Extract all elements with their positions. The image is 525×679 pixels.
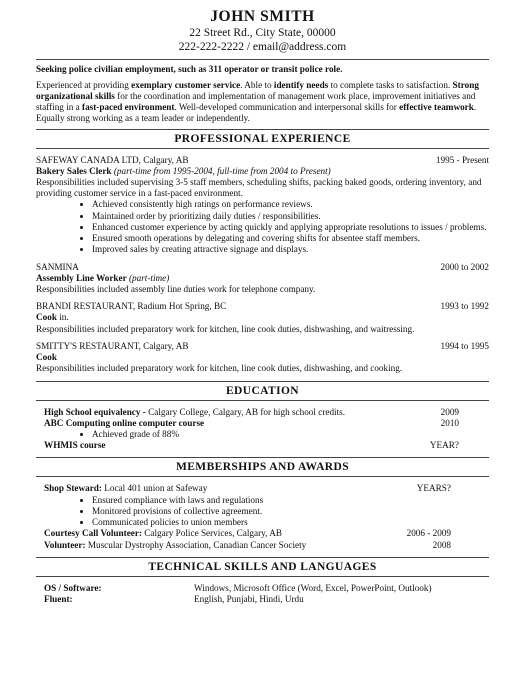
job-note: (part-time from 1995-2004, full-time from 2004 to Present) (113, 165, 331, 176)
education-course: WHMIS course (44, 440, 106, 451)
education-course: ABC Computing online computer course (44, 417, 205, 428)
membership-detail: Muscular Dystrophy Association, Canadian Cancer Society (85, 539, 307, 550)
education-list (36, 407, 489, 452)
summary-text: . Equally strong working as a team leader or independently. (36, 102, 477, 124)
skills-value: English, Punjabi, Hindi, Urdu (194, 594, 304, 604)
job-title-suffix: in. (56, 312, 69, 323)
skills-label: Fluent: (44, 594, 73, 604)
job-title: Assembly Line Worker (36, 272, 127, 283)
job-title: Cook (36, 312, 57, 323)
job-dates: 2000 to 2002 (440, 261, 489, 272)
summary-text: Experienced at providing (36, 79, 132, 90)
section-heading-experience: PROFESSIONAL EXPERIENCE (36, 129, 489, 149)
skills-value: Windows, Microsoft Office (Word, Excel, PowerPoint, Outlook) (194, 582, 432, 593)
job-sanmina (36, 262, 489, 296)
summary-paragraph (36, 80, 489, 125)
list-item: • Enhanced customer experience by acting quickly and applying appropriate resolutions to issues / problems. (92, 222, 489, 233)
section-heading-skills: TECHNICAL SKILLS AND LANGUAGES (36, 557, 489, 577)
phone-email-line: 222-222-2222 / email@address.com (178, 40, 347, 53)
job-employer: SANMINA (36, 261, 79, 272)
summary-highlight: fast-paced environment (82, 102, 175, 113)
summary-highlight: exemplary customer service (131, 79, 241, 90)
job-employer: BRANDI RESTAURANT, Radium Hot Spring, BC (36, 301, 227, 312)
candidate-name: JOHN SMITH (210, 8, 315, 25)
list-item: • Monitored provisions of collective agreement. (92, 506, 489, 517)
summary-text: for the coordination and implementation of management work place, improvement initiatives and staffing in a (36, 90, 476, 113)
resume-header (36, 8, 489, 55)
list-item: • Achieved grade of 88% (92, 429, 489, 440)
section-heading-memberships: MEMBERSHIPS AND AWARDS (36, 457, 489, 477)
job-dates: 1994 to 1995 (440, 340, 489, 351)
membership-role: Volunteer: (44, 539, 86, 550)
job-brandi (36, 301, 489, 335)
education-year: 2010 (440, 417, 459, 428)
education-achievements (36, 429, 489, 440)
membership-duties (36, 495, 489, 529)
job-employer: SMITTY'S RESTAURANT, Calgary, AB (36, 340, 189, 351)
job-description: Responsibilities included preparatory work for kitchen, line cook duties, dishwashing, and cooking. (36, 363, 403, 374)
list-item: • Improved sales by creating attractive signage and displays. (92, 244, 489, 255)
objective-statement: Seeking police civilian employment, such as 311 operator or transit police role. (36, 63, 343, 74)
education-degree: High School equivalency - (44, 406, 146, 417)
job-achievements (36, 199, 489, 255)
job-dates: 1995 - Present (435, 154, 489, 165)
membership-year: 2006 - 2009 (406, 528, 451, 539)
skills-label: OS / Software: (44, 582, 102, 593)
list-item: • Achieved consistently high ratings on performance reviews. (92, 199, 489, 210)
membership-role: Courtesy Call Volunteer: (44, 528, 142, 539)
job-description: Responsibilities included supervising 3-5 staff members, scheduling shifts, packing baked goods, ordering inventory, and providing customer service in a fast-paced environment. (36, 177, 482, 199)
job-smitty (36, 341, 489, 375)
summary-highlight: identify needs (273, 79, 329, 90)
membership-year: 2008 (432, 539, 451, 550)
membership-detail: Calgary Police Services, Calgary, AB (142, 528, 282, 539)
job-employer: SAFEWAY CANADA LTD, Calgary, AB (36, 154, 189, 165)
summary-highlight: Strong organizational skills (36, 79, 479, 101)
job-title: Bakery Sales Clerk (36, 165, 112, 176)
membership-detail: Local 401 union at Safeway (101, 483, 208, 494)
education-year: 2009 (440, 406, 459, 417)
list-item: • Maintained order by prioritizing daily duties / responsibilities. (92, 211, 489, 222)
education-year: YEAR? (429, 440, 459, 451)
list-item: • Ensured compliance with laws and regulations (92, 495, 489, 506)
header-divider (36, 59, 489, 60)
address-line: 22 Street Rd., City State, 00000 (189, 26, 336, 39)
job-description: Responsibilities included assembly line duties work for telephone company. (36, 284, 316, 295)
summary-text: . Able to (240, 79, 274, 90)
membership-role: Shop Steward: (44, 483, 102, 494)
job-safeway (36, 155, 489, 256)
list-item: • Ensured smooth operations by delegating and covering shifts for absentee staff members. (92, 233, 489, 244)
job-dates: 1993 to 1992 (440, 301, 489, 312)
summary-highlight: effective teamwork (399, 102, 474, 113)
summary-text: to complete tasks to satisfaction. (328, 79, 453, 90)
job-note: (part-time) (128, 272, 170, 283)
memberships-list (36, 483, 489, 550)
list-item: • Communicated policies to union members (92, 517, 489, 528)
section-heading-education: EDUCATION (36, 381, 489, 401)
job-description: Responsibilities included preparatory work for kitchen, line cook duties, dishwashing, and waitressing. (36, 323, 415, 334)
summary-text: . Well-developed communication and interpersonal skills for (174, 102, 400, 113)
membership-year: YEARS? (416, 483, 451, 494)
education-detail: Calgary College, Calgary, AB for high school credits. (145, 406, 346, 417)
job-title: Cook (36, 352, 57, 363)
skills-list (36, 583, 489, 605)
